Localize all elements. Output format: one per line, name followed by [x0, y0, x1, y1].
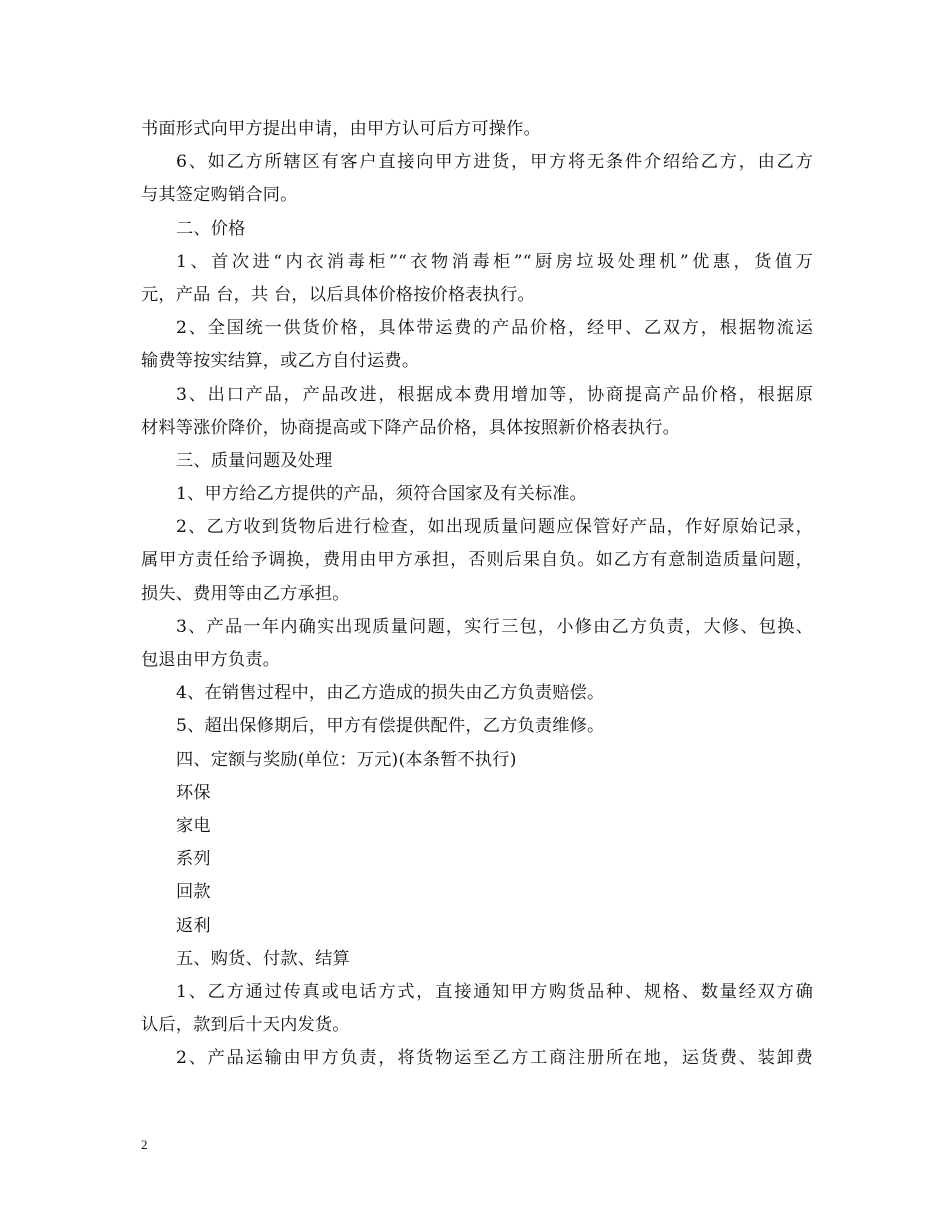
- text-line: 元，产品 台，共 台，以后具体价格按价格表执行。: [141, 284, 535, 305]
- text-line: 四、定额与奖励(单位：万元)(本条暂不执行): [176, 749, 517, 770]
- text-line: 与其签定购销合同。: [141, 185, 298, 206]
- page-number: 2: [141, 1137, 148, 1152]
- text-line: 二、价格: [176, 218, 246, 239]
- text-line: 五、购货、付款、结算: [176, 948, 350, 969]
- text-line: 4、在销售过程中，由乙方造成的损失由乙方负责赔偿。: [176, 683, 605, 704]
- text-line: 6、如乙方所辖区有客户直接向甲方进货，甲方将无条件介绍给乙方，由乙方: [176, 152, 813, 173]
- text-line: 系列: [176, 849, 211, 870]
- text-line: 家电: [176, 815, 211, 836]
- text-line: 三、质量问题及处理: [176, 450, 333, 471]
- text-line: 损失、费用等由乙方承担。: [141, 583, 350, 604]
- text-line: 包退由甲方负责。: [141, 650, 281, 670]
- text-line: 2、产品运输由甲方负责，将货物运至乙方工商注册所在地，运货费、装卸费: [176, 1048, 813, 1069]
- text-line: 1、首次进“内衣消毒柜”“衣物消毒柜”“厨房垃圾处理机”优惠，货值万: [176, 251, 813, 272]
- text-line: 输费等按实结算，或乙方自付运费。: [141, 351, 420, 372]
- text-line: 5、超出保修期后，甲方有偿提供配件，乙方负责维修。: [176, 716, 605, 737]
- text-line: 3、产品一年内确实出现质量问题，实行三包，小修由乙方负责，大修、包换、: [176, 616, 813, 637]
- text-line: 书面形式向甲方提出申请，由甲方认可后方可操作。: [141, 119, 541, 139]
- document-body: [141, 113, 813, 1075]
- text-line: 材料等涨价降价，协商提高或下降产品价格，具体按照新价格表执行。: [141, 417, 681, 438]
- text-line: 属甲方责任给予调换，费用由甲方承担，否则后果自负。如乙方有意制造质量问题，: [141, 550, 813, 571]
- text-line: 3、出口产品，产品改进，根据成本费用增加等，协商提高产品价格，根据原: [176, 384, 813, 405]
- text-line: 环保: [176, 782, 211, 803]
- text-line: 回款: [176, 882, 211, 903]
- text-line: 2、全国统一供货价格，具体带运费的产品价格，经甲、乙双方，根据物流运: [176, 318, 813, 339]
- text-line: 认后，款到后十天内发货。: [141, 1015, 350, 1036]
- text-line: 2、乙方收到货物后进行检查，如出现质量问题应保管好产品，作好原始记录，: [176, 517, 813, 538]
- text-line: 1、甲方给乙方提供的产品，须符合国家及有关标准。: [176, 484, 588, 505]
- text-line: 返利: [176, 915, 211, 936]
- text-line: 1、乙方通过传真或电话方式，直接通知甲方购货品种、规格、数量经双方确: [176, 981, 813, 1002]
